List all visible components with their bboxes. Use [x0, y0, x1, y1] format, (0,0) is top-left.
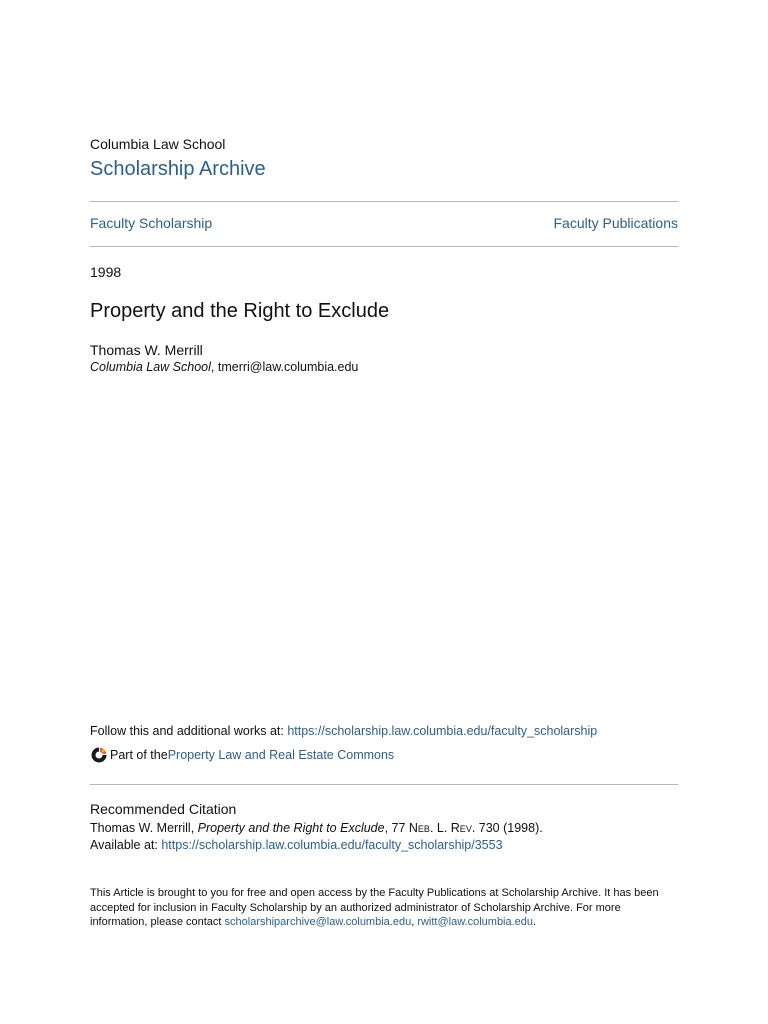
notice-text: This Article is brought to you for free and open access by the Faculty Publications at Scholarship Archive. It has been accepted for inclusion in Faculty Scholarship by an authorized administrator of Scholarship Archive. For more information, please contact [90, 887, 659, 928]
author-email: , tmerri@law.columbia.edu [210, 360, 359, 374]
institution-name: Columbia Law School [90, 136, 226, 152]
property-law-commons-link[interactable]: Property Law and Real Estate Commons [167, 748, 395, 762]
article-title: Property and the Right to Exclude [90, 300, 390, 322]
divider [90, 201, 678, 202]
citation-volume: , 77 [384, 821, 409, 835]
archive-email-link[interactable]: scholarshiparchive@law.columbia.edu [224, 916, 412, 928]
cover-page [90, 0, 678, 1024]
recommended-citation-heading: Recommended Citation [90, 801, 237, 817]
faculty-scholarship-link[interactable]: Faculty Scholarship [90, 215, 213, 231]
author-affiliation [90, 360, 358, 374]
faculty-publications-link[interactable]: Faculty Publications [553, 215, 678, 231]
citation-title: Property and the Right to Exclude [197, 821, 385, 835]
divider [90, 246, 678, 247]
part-of-prefix: Part of the [110, 748, 168, 762]
access-notice [90, 886, 678, 930]
email-separator: , [411, 916, 418, 928]
available-at-line [90, 838, 503, 852]
follow-line [90, 724, 597, 738]
faculty-scholarship-url-link[interactable]: https://scholarship.law.columbia.edu/faculty_scholarship [287, 724, 598, 738]
admin-email-link[interactable]: rwitt@law.columbia.edu [417, 916, 534, 928]
publication-year: 1998 [90, 264, 122, 280]
citation-author: Thomas W. Merrill, [90, 821, 198, 835]
follow-prefix: Follow this and additional works at: [90, 724, 288, 738]
citation-text [90, 821, 543, 835]
citation-journal: Neb. L. Rev. [408, 821, 476, 835]
author-name: Thomas W. Merrill [90, 342, 203, 358]
part-of-line [90, 746, 394, 764]
notice-end: . [533, 916, 537, 928]
divider [90, 784, 678, 785]
scholarship-archive-link[interactable]: Scholarship Archive [90, 158, 266, 180]
citation-pages: 730 (1998). [475, 821, 543, 835]
bepress-commons-icon [90, 746, 108, 764]
affiliation-institution: Columbia Law School [90, 360, 211, 374]
article-url-link[interactable]: https://scholarship.law.columbia.edu/faculty_scholarship/3553 [161, 838, 503, 852]
available-prefix: Available at: [90, 838, 162, 852]
